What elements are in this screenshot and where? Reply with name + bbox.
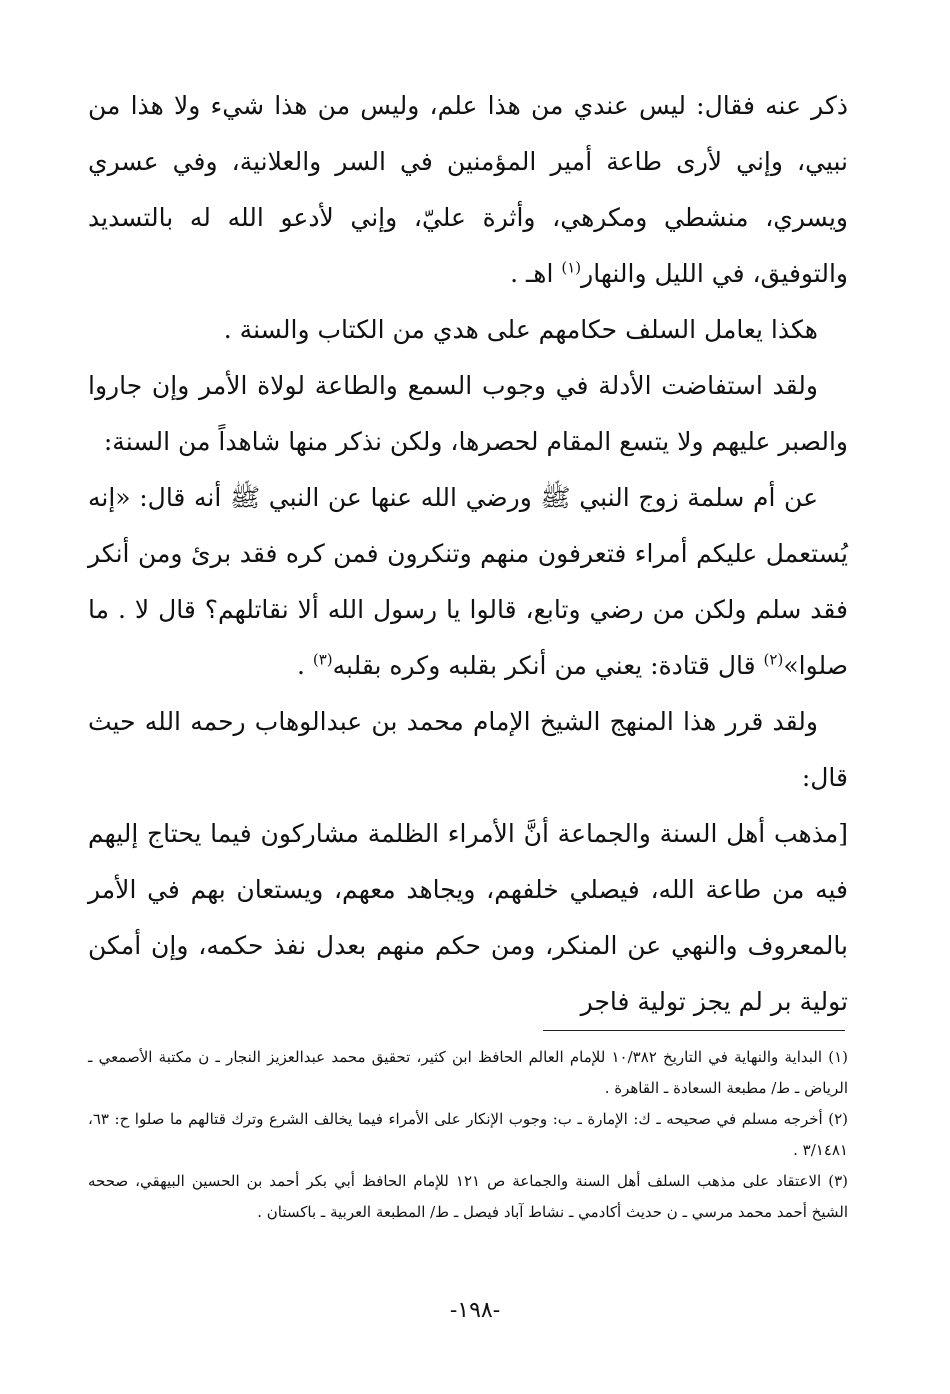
paragraph-5: ولقد قرر هذا المنهج الشيخ الإمام محمد بن عبدالوهاب رحمه الله حيث قال:	[88, 707, 848, 792]
page-number: -١٩٨-	[449, 1298, 501, 1323]
footnote-ref-1: (١)	[561, 258, 582, 277]
paragraph-6-quote: [مذهب أهل السنة والجماعة أنَّ الأمراء الظلمة مشاركون فيما يحتاج إليهم فيه من طاعة الله، فيصلي خلفهم، ويجاهد معهم، ويستعان بهم في الأمر بالمعروف والنهي عن المنكر، ومن حكم منهم بعدل نفذ حكمه، وإن أمكن تولية بر لم يجز تولية فاجر	[88, 819, 848, 1016]
paragraph-4	[88, 470, 848, 694]
paragraph-1-end: اهـ .	[510, 259, 562, 288]
footnote-separator	[543, 1030, 845, 1031]
paragraph-1	[88, 78, 848, 302]
footnote-3: (٣) الاعتقاد على مذهب السلف أهل السنة والجماعة ص ١٢١ للإمام الحافظ أبي بكر أحمد بن الحسين البيهقي، صححه الشيخ أحمد محمد مرسي ـ ن حديث أكادمي ـ نشاط آباد فيصل ـ ط/ المطبعة العربية ـ باكستان .	[88, 1172, 848, 1221]
qatada-comment: قال قتادة: يعني من أنكر بقلبه وكره بقلبه	[332, 651, 764, 680]
footnote-ref-3: (٣)	[312, 650, 333, 669]
paragraph-3: ولقد استفاضت الأدلة في وجوب السمع والطاعة لولاة الأمر وإن جاروا والصبر عليهم ولا يتسع المقام لحصرها، ولكن نذكر منها شاهداً من السنة:	[88, 371, 848, 456]
hadith-text: عن أم سلمة زوج النبي ﷺ ورضي الله عنها عن النبي ﷺ أنه قال: «إنه يُستعمل عليكم أمراء فتعرفون منهم وتنكرون فمن كره فقد برئ ومن أنكر فقد سلم ولكن من رضي وتابع، قالوا يا رسول الله ألا نقاتلهم؟ قال لا . ما صلوا»	[88, 483, 848, 680]
footnote-2: (٢) أخرجه مسلم في صحيحه ـ ك: الإمارة ـ ب: وجوب الإنكار على الأمراء فيما يخالف الشرع وترك قتالهم ما صلوا ح: ٦٣، ٣/١٤٨١ .	[88, 1110, 848, 1159]
main-text	[88, 78, 848, 1030]
paragraph-4-end: .	[296, 651, 313, 680]
footnote-ref-2: (٢)	[763, 650, 784, 669]
footnote-1: (١) البداية والنهاية في التاريخ ١٠/٣٨٢ للإمام العالم الحافظ ابن كثير، تحقيق محمد عبدالعزيز النجار ـ ن مكتبة الأصمعي ـ الرياض ـ ط/ مطبعة السعادة ـ القاهرة .	[88, 1048, 848, 1097]
paragraph-1-text: ذكر عنه فقال: ليس عندي من هذا علم، وليس من هذا شيء ولا هذا من نبيي، وإني لأرى طاعة أمير المؤمنين في السر والعلانية، وفي عسري ويسري، منشطي ومكرهي، وأثرة عليّ، وإني لأدعو الله له بالتسديد والتوفيق، في الليل والنهار	[88, 91, 848, 288]
paragraph-2: هكذا يعامل السلف حكامهم على هدي من الكتاب والسنة .	[223, 315, 818, 344]
footnotes	[88, 1042, 848, 1228]
